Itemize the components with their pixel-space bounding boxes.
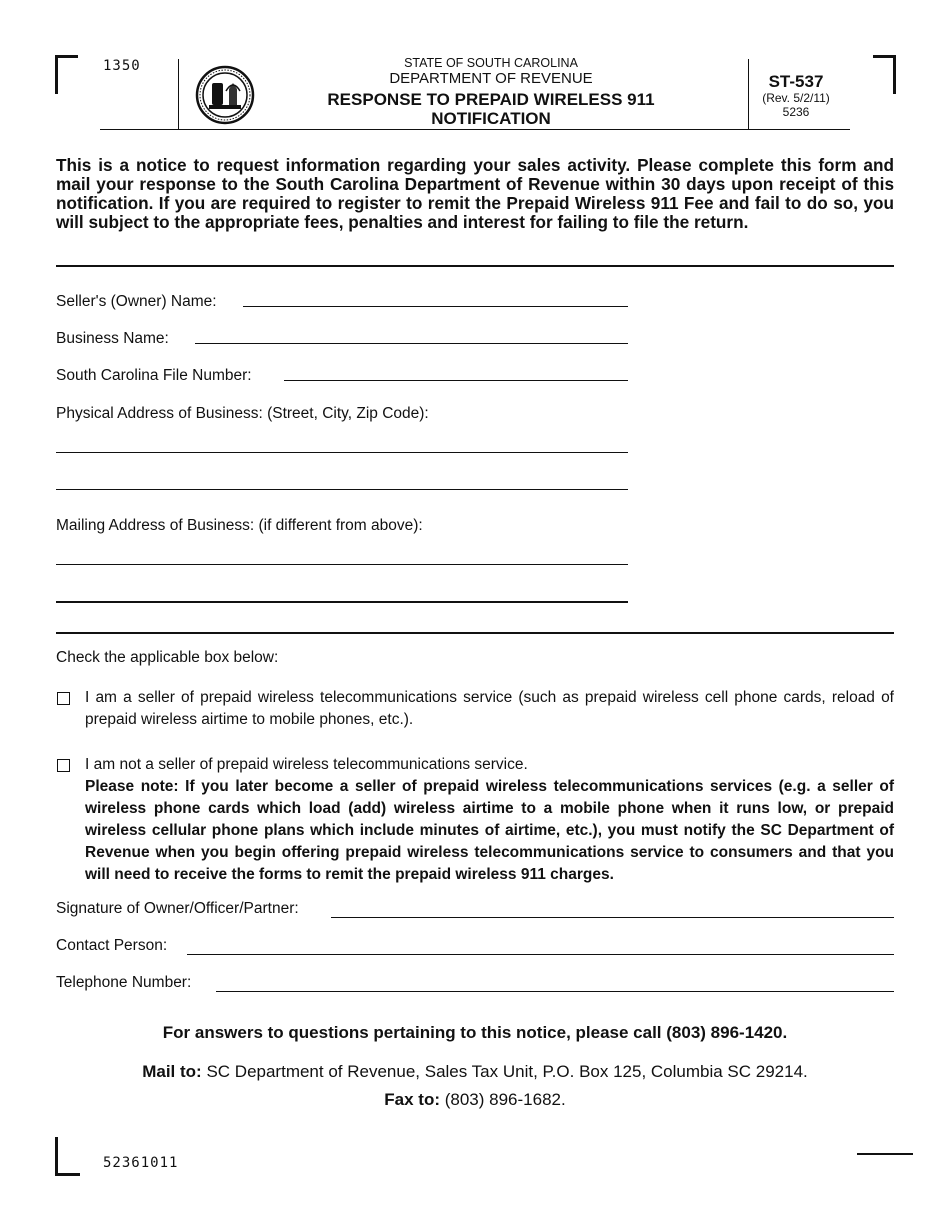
file-number-label: South Carolina File Number: [56, 367, 252, 384]
form-number: ST-537 [768, 72, 824, 91]
signature-label: Signature of Owner/Officer/Partner: [56, 900, 299, 917]
not-seller-option [85, 754, 894, 886]
corner-mark-bottom-left [55, 1137, 80, 1176]
corner-mark-bottom-right [857, 1153, 913, 1155]
not-seller-note: Please note: If you later become a seller of prepaid wireless telecommunications services (e.g. a seller of wireless phone cards which load (add) wireless airtime to a mobile phone when it runs low, or prepaid wireless cellular phone plans which include minutes of airtime, etc.), you must notify the SC Department of Revenue when you begin offering prepaid wireless telecommunications service to consumers and that you will need to receive the forms to remit the prepaid wireless 911 charges. [85, 778, 894, 883]
form-title-line1: RESPONSE TO PREPAID WIRELESS 911 [327, 90, 655, 109]
corner-mark-top-right [873, 55, 896, 94]
not-seller-checkbox[interactable] [57, 759, 70, 772]
header-divider-right [748, 59, 749, 130]
mail-to-label: Mail to: [142, 1062, 202, 1081]
check-instruction: Check the applicable box below: [56, 649, 279, 666]
section-divider-top [56, 265, 894, 267]
fax-to-line [0, 1090, 950, 1110]
form-id: 5236 [782, 105, 810, 119]
form-code-bottom: 52361011 [103, 1155, 179, 1171]
seller-name-field[interactable] [243, 306, 628, 307]
file-number-field[interactable] [284, 380, 628, 381]
seller-option-text: I am a seller of prepaid wireless telecommunications service (such as prepaid wireless cell phone cards, reload of prepaid wireless airtime to mobile phones, etc.). [85, 689, 894, 728]
contact-person-label: Contact Person: [56, 937, 168, 954]
state-seal-icon [195, 65, 255, 125]
form-code-top: 1350 [103, 58, 141, 74]
fax-to-label: Fax to: [384, 1090, 440, 1109]
physical-address-line1-field[interactable] [56, 452, 628, 453]
header-divider-left [178, 59, 179, 130]
intro-notice: This is a notice to request information regarding your sales activity. Please complete this form and mail your response to the South Carolina Department of Revenue within 30 days upon receipt of this notification. If you are required to register to remit the Prepaid Wireless 911 Fee and fail to do so, you will subject to the appropriate fees, penalties and interest for failing to file the return. [56, 155, 894, 232]
mailing-address-line2-field[interactable] [56, 601, 628, 603]
seller-checkbox[interactable] [57, 692, 70, 705]
contact-person-field[interactable] [187, 954, 894, 955]
fax-to-number: (803) 896-1682. [444, 1090, 566, 1109]
header-bottom-line [100, 129, 850, 130]
mailing-address-label: Mailing Address of Business: (if different from above): [56, 517, 423, 534]
business-name-field[interactable] [195, 343, 628, 344]
not-seller-option-text: I am not a seller of prepaid wireless telecommunications service. [85, 756, 528, 773]
telephone-label: Telephone Number: [56, 974, 192, 991]
mail-to-address: SC Department of Revenue, Sales Tax Unit, P.O. Box 125, Columbia SC 29214. [206, 1062, 808, 1081]
mail-to-line [0, 1062, 950, 1082]
physical-address-line2-field[interactable] [56, 489, 628, 490]
section-divider-middle [56, 632, 894, 634]
header-state: STATE OF SOUTH CAROLINA [404, 56, 578, 70]
form-title-line2: NOTIFICATION [431, 109, 551, 128]
seller-name-label: Seller's (Owner) Name: [56, 293, 217, 310]
telephone-field[interactable] [216, 991, 894, 992]
signature-field[interactable] [331, 917, 894, 918]
corner-mark-top-left [55, 55, 78, 94]
header-department: DEPARTMENT OF REVENUE [389, 70, 593, 87]
questions-phone-text: For answers to questions pertaining to this notice, please call (803) 896-1420. [162, 1023, 788, 1042]
physical-address-label: Physical Address of Business: (Street, City, Zip Code): [56, 405, 429, 422]
mailing-address-line1-field[interactable] [56, 564, 628, 565]
business-name-label: Business Name: [56, 330, 169, 347]
form-revision: (Rev. 5/2/11) [762, 91, 830, 105]
